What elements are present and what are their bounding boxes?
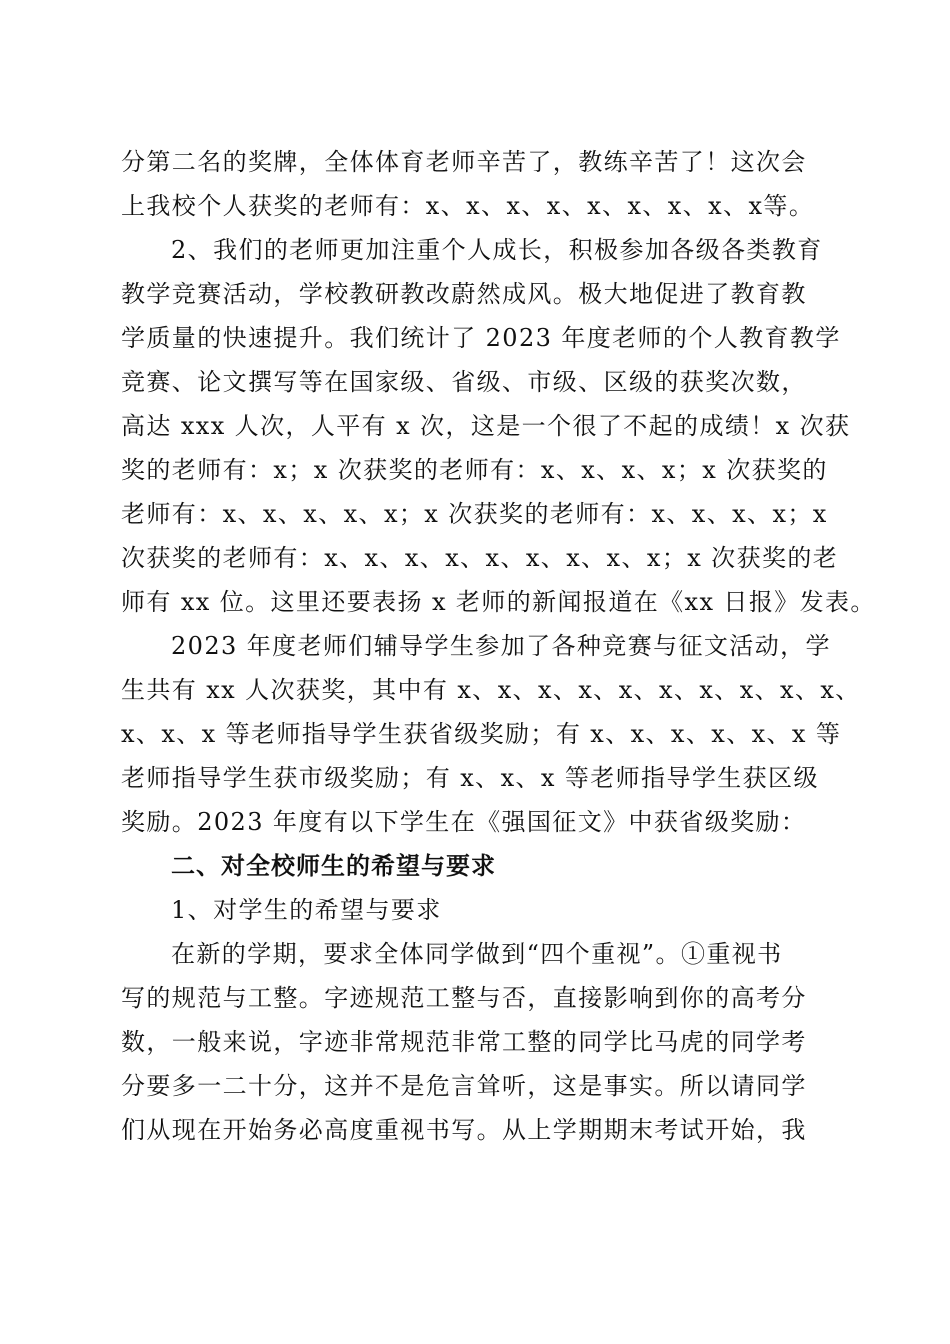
text-line-9: 老师有：x、x、x、x、x；x 次获奖的老师有：x、x、x、x；x (121, 500, 828, 528)
text-line-21: 数，一般来说，字迹非常规范非常工整的同学比马虎的同学考 (121, 1028, 807, 1056)
text-line-14: x、x、x 等老师指导学生获省级奖励；有 x、x、x、x、x、x 等 (121, 720, 842, 748)
paragraph-four-emphasis: 在新的学期，要求全体同学做到“四个重视”。①重视书 (171, 940, 783, 968)
text-line-1: 分第二名的奖牌，全体体育老师辛苦了，教练辛苦了！这次会 (121, 148, 807, 176)
text-line-15: 老师指导学生获市级奖励；有 x、x、x 等老师指导学生获区级 (121, 764, 819, 792)
text-line-23: 们从现在开始务必高度重视书写。从上学期期末考试开始，我 (121, 1116, 807, 1144)
subsection-heading-1: 1、对学生的希望与要求 (171, 896, 442, 924)
text-line-13: 生共有 xx 人次获奖，其中有 x、x、x、x、x、x、x、x、x、x、 (121, 676, 861, 704)
text-line-7: 高达 xxx 人次，人平有 x 次，这是一个很了不起的成绩！x 次获 (121, 412, 851, 440)
text-line-4: 教学竞赛活动，学校教研教改蔚然成风。极大地促进了教育教 (121, 280, 807, 308)
text-line-2: 上我校个人获奖的老师有：x、x、x、x、x、x、x、x、x等。 (121, 192, 815, 220)
paragraph-student-awards: 2023 年度老师们辅导学生参加了各种竞赛与征文活动，学 (171, 632, 831, 660)
text-line-16: 奖励。2023 年度有以下学生在《强国征文》中获省级奖励： (121, 808, 807, 836)
text-line-10: 次获奖的老师有：x、x、x、x、x、x、x、x、x；x 次获奖的老 (121, 544, 839, 572)
text-line-5: 学质量的快速提升。我们统计了 2023 年度老师的个人教育教学 (121, 324, 841, 352)
text-line-6: 竞赛、论文撰写等在国家级、省级、市级、区级的获奖次数， (121, 368, 807, 396)
section-heading-2: 二、对全校师生的希望与要求 (171, 852, 496, 880)
text-line-20: 写的规范与工整。字迹规范工整与否，直接影响到你的高考分 (121, 984, 807, 1012)
document-body (121, 142, 876, 1154)
text-line-22: 分要多一二十分，这并不是危言耸听，这是事实。所以请同学 (121, 1072, 807, 1100)
text-line-8: 奖的老师有：x；x 次获奖的老师有：x、x、x、x；x 次获奖的 (121, 456, 828, 484)
paragraph-teacher-growth: 2、我们的老师更加注重个人成长，积极参加各级各类教育 (171, 236, 823, 264)
text-line-11: 师有 xx 位。这里还要表扬 x 老师的新闻报道在《xx 日报》发表。 (121, 588, 876, 616)
